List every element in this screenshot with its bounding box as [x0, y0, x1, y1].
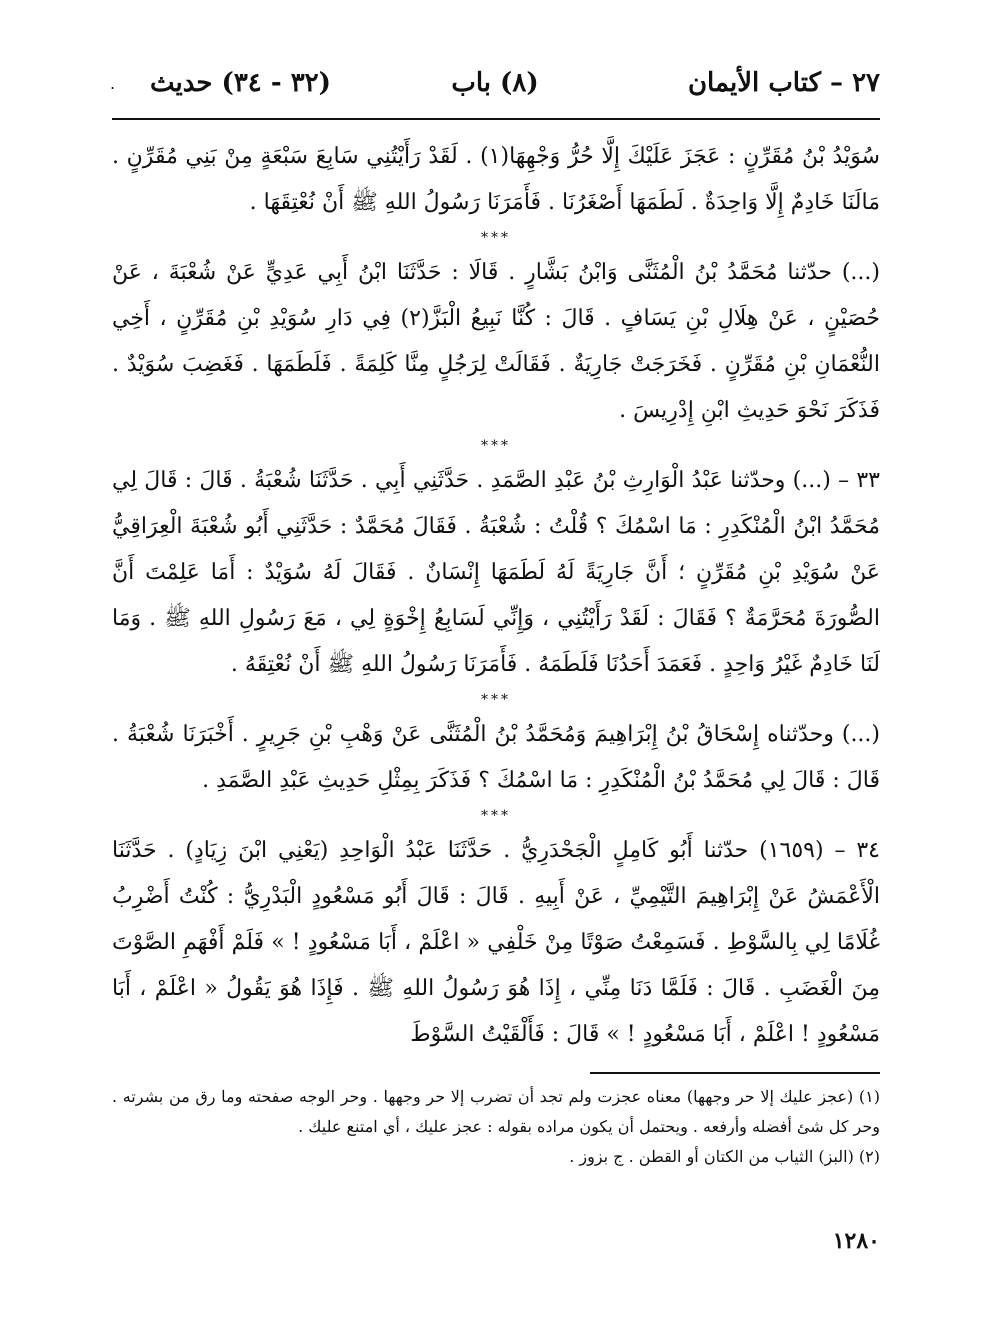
footnote-rule: [590, 1072, 880, 1074]
paragraph-4: (...) وحدّثناه إِسْحَاقُ بْنُ إِبْرَاهِيمَ وَمُحَمَّدُ بْنُ الْمُثَنَّى عَنْ وَهْبِ بْنِ جَرِيرٍ . أَخْبَرَنَا شُعْبَةُ . قَالَ : قَالَ لِي مُحَمَّدُ بْنُ الْمُنْكَدِرِ : مَا اسْمُكَ ؟ فَذَكَرَ بِمِثْلِ حَدِيثِ عَبْدِ الصَّمَدِ .: [112, 722, 881, 793]
footnote-1: (١) (عجز عليك إلا حر وجهها) معناه عجزت ولم تجد أن تضرب إلا حر وجهها . وحر الوجه صفحته وما رق من بشرته . وحر كل شئ أفضله وأرفعه . ويحتمل أن يكون مراده بقوله : عجز عليك ، أي امتنع عليك .: [112, 1087, 881, 1136]
paragraph-3: ٣٣ – (...) وحدّثنا عَبْدُ الْوَارِثِ بْنُ عَبْدِ الصَّمَدِ . حَدَّثَنِي أَبِي . حَدَّثَنَا شُعْبَةُ . قَالَ : قَالَ لِي مُحَمَّدُ ابْنُ الْمُنْكَدِرِ : مَا اسْمُكَ ؟ قُلْتُ : شُعْبَةُ . فَقَالَ مُحَمَّدٌ : حَدَّثَنِي أَبُو شُعْبَةَ الْعِرَاقِيُّ عَنْ سُوَيْدِ بْنِ مُقَرِّنٍ ؛ أَنَّ جَارِيَةً لَهُ لَطَمَهَا إِنْسَانٌ . فَقَالَ لَهُ سُوَيْدٌ : أَمَا عَلِمْتَ أَنَّ الصُّورَةَ مُحَرَّمَةٌ ؟ فَقَالَ : لَقَدْ رَأَيْتُنِي ، وَإِنِّي لَسَابِعُ إِخْوَةٍ لِي ، مَعَ رَسُولِ اللهِ ﷺ . وَمَا لَنَا خَادِمٌ غَيْرُ وَاحِدٍ . فَعَمَدَ أَحَدُنَا فَلَطَمَهُ . فَأَمَرَنَا رَسُولُ اللهِ ﷺ أَنْ نُعْتِقَهُ .: [112, 468, 880, 677]
section-separator: ***: [481, 230, 511, 246]
section-separator: ***: [481, 438, 511, 454]
chapter-title: ٢٧ – كتاب الأيمان: [687, 68, 880, 98]
paragraph-1: سُوَيْدُ بْنُ مُقَرِّنٍ : عَجَزَ عَلَيْكَ إِلَّا حُرُّ وَجْهِهَا(١) . لَقَدْ رَأَيْتُنِي سَابِعَ سَبْعَةٍ مِنْ بَنِي مُقَرِّنٍ . مَالَنَا خَادِمٌ إِلَّا وَاحِدَةٌ . لَطَمَهَا أَصْغَرُنَا . فَأَمَرَنَا رَسُولُ اللهِ ﷺ أَنْ نُعْتِقَهَا .: [112, 144, 880, 215]
footnotes: [112, 1082, 880, 1172]
section-separator: ***: [481, 808, 511, 824]
page-number: ١٢٨٠: [832, 1228, 880, 1254]
hadith-range: (٣٢ - ٣٤) حديث: [150, 68, 331, 98]
paragraph-2: (...) حدّثنا مُحَمَّدُ بْنُ الْمُثَنَّى وَابْنُ بَشَّارٍ . قَالَا : حَدَّثَنَا ابْنُ أَبِي عَدِيٍّ عَنْ شُعْبَةَ ، عَنْ حُصَيْنٍ ، عَنْ هِلَالِ بْنِ يَسَافٍ . قَالَ : كُنَّا نَبِيعُ الْبَزَّ(٢) فِي دَارِ سُوَيْدِ بْنِ مُقَرِّنٍ ، أَخِي النُّعْمَانِ بْنِ مُقَرِّنٍ . فَخَرَجَتْ جَارِيَةٌ . فَقَالَتْ لِرَجُلٍ مِنَّا كَلِمَةً . فَلَطَمَهَا . فَغَضِبَ سُوَيْدٌ . فَذَكَرَ نَحْوَ حَدِيثِ ابْنِ إِدْرِيسَ .: [112, 260, 881, 423]
paragraph-5: ٣٤ – (١٦٥٩) حدّثنا أَبُو كَامِلٍ الْجَحْدَرِيُّ . حَدَّثَنَا عَبْدُ الْوَاحِدِ (يَعْنِي ابْنَ زِيَادٍ) . حَدَّثَنَا الْأَعْمَشُ عَنْ إِبْرَاهِيمَ التَّيْمِيِّ ، عَنْ أَبِيهِ . قَالَ : قَالَ أَبُو مَسْعُودٍ الْبَدْرِيُّ : كُنْتُ أَضْرِبُ غُلَامًا لِي بِالسَّوْطِ . فَسَمِعْتُ صَوْتًا مِنْ خَلْفِي « اعْلَمْ ، أَبَا مَسْعُودٍ ! » فَلَمْ أَفْهَمِ الصَّوْتَ مِنَ الْغَضَبِ . قَالَ : فَلَمَّا دَنَا مِنِّي ، إِذَا هُوَ رَسُولُ اللهِ ﷺ . فَإِذَا هُوَ يَقُولُ « اعْلَمْ ، أَبَا مَسْعُودٍ ! اعْلَمْ ، أَبَا مَسْعُودٍ ! » قَالَ : فَأَلْقَيْتُ السَّوْطَ: [112, 838, 880, 1047]
bab-title: (٨) باب: [451, 68, 539, 98]
page-header: [110, 68, 880, 108]
section-separator: ***: [481, 692, 511, 708]
header-dot: .: [110, 74, 116, 93]
footnote-2: (٢) (البز) الثياب من الكتان أو القطن . ج بزوز .: [569, 1147, 880, 1166]
header-rule: [112, 118, 880, 120]
main-text: [112, 134, 880, 1058]
